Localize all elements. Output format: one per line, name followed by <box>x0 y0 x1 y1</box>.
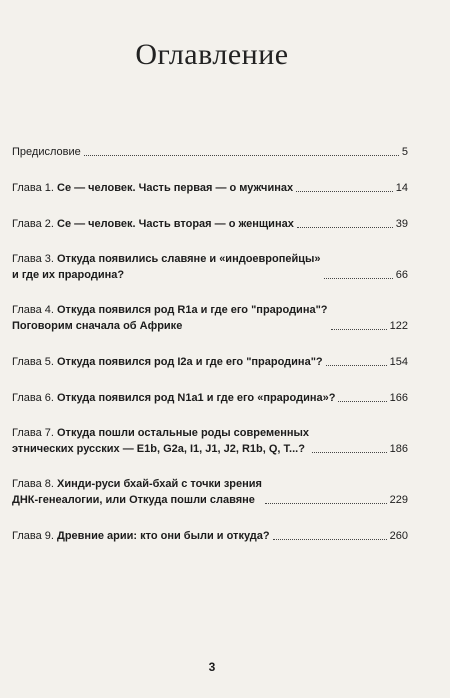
toc-entry-chapter-2 <box>12 215 408 232</box>
toc-entry-label: Глава 5. <box>12 356 57 368</box>
toc-entry-label: Глава 1. <box>12 182 57 194</box>
toc-entry-heading: Откуда пошли остальные роды современных <box>57 427 310 439</box>
leader-dots <box>338 385 386 402</box>
toc-entry-heading: Древние арии: кто они были и откуда? <box>57 530 270 542</box>
toc-page-number: 5 <box>401 146 408 158</box>
toc-entry-chapter-6 <box>12 389 408 406</box>
toc-entry-label: Предисловие <box>12 146 81 158</box>
toc-entry-heading: Откуда появился род I2a и где его "прародина"? <box>57 356 323 368</box>
toc-entry-chapter-4 <box>12 302 408 334</box>
toc-page-number: 229 <box>389 494 408 506</box>
page-title: Оглавление <box>135 38 289 71</box>
page-number: 3 <box>208 660 216 674</box>
toc-entry-heading-line2: Поговорим сначала об Африке <box>12 320 183 332</box>
toc-entry-label: Глава 9. <box>12 530 57 542</box>
toc-page-number: 186 <box>389 443 408 455</box>
leader-dots <box>265 487 387 504</box>
leader-dots <box>273 523 387 540</box>
toc-entry-label: Глава 8. <box>12 478 57 490</box>
toc-entry-chapter-3 <box>12 251 408 283</box>
toc-page-number: 14 <box>395 182 408 194</box>
toc-entry-chapter-9 <box>12 527 408 544</box>
toc-entry-heading: Откуда появился род R1a и где его "прародина"? <box>57 304 328 316</box>
toc-entry-label: Глава 3. <box>12 253 57 265</box>
toc-entry-chapter-5 <box>12 353 408 370</box>
toc-page-number: 122 <box>389 320 408 332</box>
toc-page-number: 66 <box>395 269 408 281</box>
toc-page-number: 39 <box>395 218 408 230</box>
leader-dots <box>84 139 399 156</box>
toc-entry-heading-line2: и где их прародина? <box>12 269 125 281</box>
toc-entry-chapter-1 <box>12 179 408 196</box>
toc-entry-label: Глава 4. <box>12 304 57 316</box>
toc-entry-label: Глава 6. <box>12 392 57 404</box>
toc-entry-heading: Се — человек. Часть первая — о мужчинах <box>57 182 294 194</box>
toc-entry-heading: Откуда появился род N1a1 и где его «прародина»? <box>57 392 336 404</box>
leader-dots <box>331 313 387 330</box>
toc-entry-heading: Хинди-руси бхай-бхай с точки зрения <box>57 478 262 490</box>
leader-dots <box>312 436 387 453</box>
toc-entry-heading-line2: ДНК-генеалогии, или Откуда пошли славяне <box>12 494 255 506</box>
toc-entry-label: Глава 2. <box>12 218 57 230</box>
toc-entry-heading: Се — человек. Часть вторая — о женщинах <box>57 218 294 230</box>
toc-entry-preface <box>12 143 408 160</box>
toc-page-number: 154 <box>389 356 408 368</box>
leader-dots <box>324 262 393 279</box>
toc-entry-heading-line2: этнических русских — E1b, G2a, I1, J1, J2, R1b, Q, T...? <box>12 443 305 455</box>
leader-dots <box>296 175 393 192</box>
toc-page-number: 166 <box>389 392 408 404</box>
table-of-contents <box>12 143 408 563</box>
toc-entry-chapter-8 <box>12 476 408 508</box>
leader-dots <box>326 349 387 366</box>
toc-page-number: 260 <box>389 530 408 542</box>
toc-entry-heading: Откуда появились славяне и «индоевропейцы» <box>57 253 321 265</box>
toc-entry-label: Глава 7. <box>12 427 57 439</box>
toc-entry-chapter-7 <box>12 425 408 457</box>
leader-dots <box>297 211 393 228</box>
